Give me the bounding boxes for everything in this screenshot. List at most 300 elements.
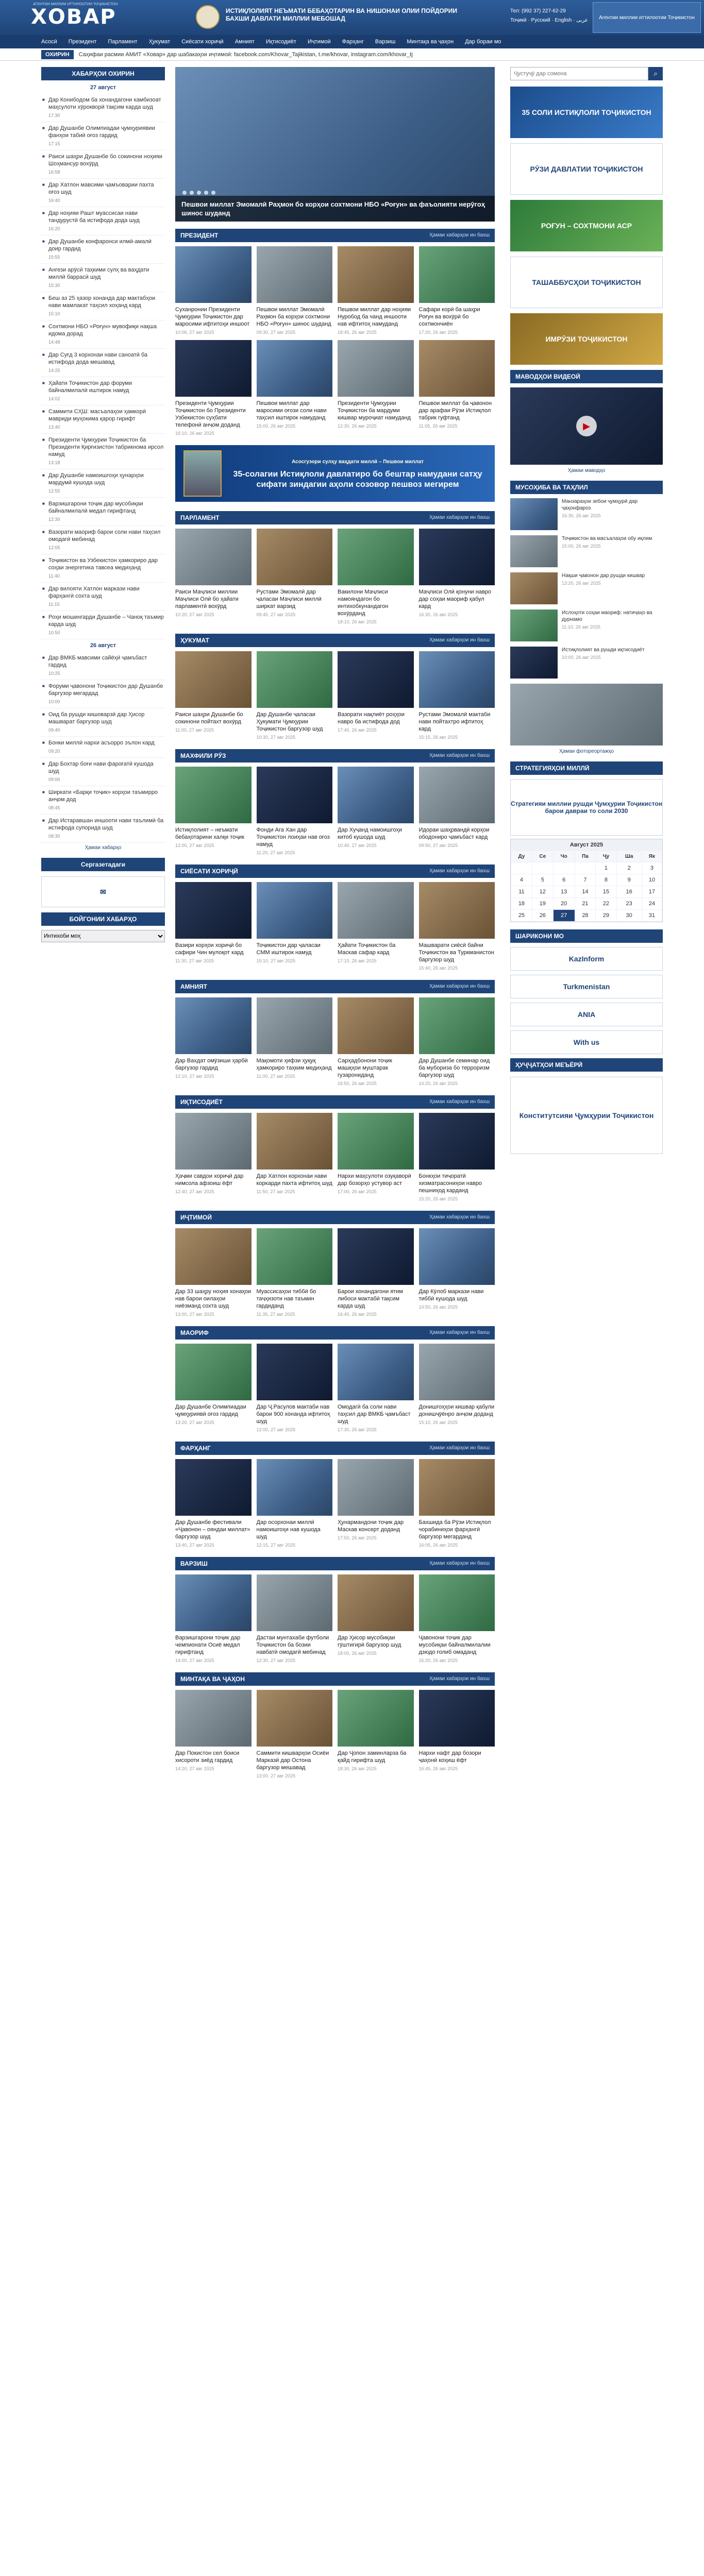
news-card[interactable] — [338, 1113, 414, 1201]
section-more-link[interactable]: Ҳамаи хабарҳои ин бахш — [429, 753, 490, 758]
news-card-title[interactable]: Дар Ҷопон заминларза ба қайд гирифта шуд — [338, 1750, 407, 1764]
nav-item[interactable]: Парламент — [108, 39, 138, 45]
news-thumbnail[interactable] — [175, 1690, 252, 1747]
section-more-link[interactable]: Ҳамаи хабарҳои ин бахш — [429, 515, 490, 520]
section-title-text[interactable]: МАХФИЛИ РӮЗ — [180, 752, 226, 759]
news-title[interactable]: Саммити СҲШ: масъалаҳои ҳамкорӣ мавриди муҳокима қарор гирифт — [48, 409, 146, 422]
news-thumbnail[interactable] — [175, 1344, 252, 1400]
news-card[interactable] — [419, 340, 495, 436]
news-thumbnail[interactable] — [419, 1228, 495, 1285]
news-item[interactable] — [41, 708, 165, 737]
news-thumbnail[interactable] — [419, 246, 495, 303]
news-card-title[interactable]: Омодагӣ ба соли нави таҳсил дар ВМКБ ҷамъбаст шуд — [338, 1404, 411, 1425]
interview-item[interactable] — [510, 572, 663, 604]
calendar-day[interactable]: 17 — [642, 886, 662, 898]
news-card[interactable] — [257, 529, 333, 624]
news-title[interactable]: Роҳи мошингарди Душанбе – Чаноқ таъмир карда шуд — [48, 614, 164, 628]
news-card-title[interactable]: Саммити кишварҳои Осиёи Марказӣ дар Остона баргузор мешавад — [256, 1750, 329, 1771]
news-item[interactable] — [41, 292, 165, 320]
news-thumbnail[interactable] — [175, 997, 252, 1054]
news-card-title[interactable]: Вакилони Маҷлиси намояндагон бо интихобкунандагон вохӯрданд — [338, 589, 389, 617]
news-thumbnail[interactable] — [338, 1113, 414, 1170]
nav-item[interactable]: Сиёсати хориҷӣ — [181, 39, 224, 45]
section-more-link[interactable]: Ҳамаи хабарҳои ин бахш — [429, 1676, 490, 1682]
main-slider[interactable] — [175, 67, 495, 222]
news-thumbnail[interactable] — [338, 882, 414, 939]
news-card[interactable] — [419, 882, 495, 971]
news-thumbnail[interactable] — [175, 651, 252, 708]
news-thumbnail[interactable] — [338, 1574, 414, 1631]
news-title[interactable]: Дар Конибодом ба хонандагони камбизоат маҳсулоти хӯрокворӣ тақсим карда шуд — [48, 97, 161, 110]
news-title[interactable]: Дар Истаравшан иншооти нави таълимӣ ба истифода супорида шуд — [48, 818, 164, 831]
calendar-day[interactable]: 19 — [532, 898, 553, 910]
news-card-title[interactable]: Вазорати нақлиёт роҳҳои навро ба истифода дод — [338, 711, 405, 725]
news-card-title[interactable]: Идораи шаҳрвандӣ корҳои ободониро ҷамъбаст кард — [418, 827, 490, 840]
section-title-text[interactable]: ФАРҲАНГ — [180, 1445, 211, 1452]
section-title-text[interactable]: АМНИЯТ — [180, 983, 207, 990]
nav-item[interactable]: Фарҳанг — [342, 39, 364, 45]
section-more-link[interactable]: Ҳамаи хабарҳои ин бахш — [429, 1214, 490, 1220]
news-thumbnail[interactable] — [175, 1459, 252, 1516]
interview-title[interactable]: Нақши ҷавонон дар рушди кишвар — [562, 573, 645, 579]
calendar-day[interactable]: 7 — [575, 874, 596, 886]
news-item[interactable] — [41, 405, 165, 434]
news-item[interactable] — [41, 526, 165, 554]
calendar-day[interactable]: 20 — [553, 898, 575, 910]
news-card-title[interactable]: Раиси Маҷлиси миллии Маҷлиси Олӣ бо ҳайати парламентӣ вохӯрд — [175, 589, 239, 609]
calendar-day[interactable]: 25 — [511, 910, 532, 922]
news-title[interactable]: Ширкати «Барқи тоҷик» корҳои таъмирро анҷом дод — [48, 789, 158, 803]
news-card-title[interactable]: Ҳайати Тоҷикистон ба Маскав сафар кард — [338, 942, 396, 956]
news-thumbnail[interactable] — [419, 651, 495, 708]
calendar-day[interactable]: 28 — [575, 910, 596, 922]
calendar-day[interactable]: 31 — [642, 910, 662, 922]
news-card[interactable] — [175, 1344, 252, 1432]
all-videos-link[interactable]: Ҳамаи маводҳо — [567, 468, 606, 473]
news-card[interactable] — [175, 997, 252, 1086]
section-title-text[interactable]: ИҶТИМОӢ — [180, 1214, 212, 1221]
news-title[interactable]: Раиси шаҳри Душанбе бо сокинони ноҳияи Шоҳмансур вохӯрд — [48, 154, 162, 167]
news-card-title[interactable]: Вазири корҳои хориҷӣ бо сафири Чин мулоқот кард — [175, 942, 244, 956]
news-card-title[interactable]: Донишгоҳҳои кишвар қабули донишҷӯёнро анҷом доданд — [418, 1404, 495, 1417]
calendar-day[interactable]: 1 — [596, 862, 616, 874]
nav-item[interactable]: Асосӣ — [41, 39, 57, 45]
partner-logo[interactable]: KazInform — [510, 947, 663, 971]
news-thumbnail[interactable] — [419, 529, 495, 585]
right-banner-5[interactable]: ИМРӮЗИ ТОҶИКИСТОН — [510, 313, 663, 365]
news-item[interactable] — [41, 94, 165, 122]
news-item[interactable] — [41, 758, 165, 786]
news-card-title[interactable]: Сафари корӣ ба шаҳри Роғун ва вохӯрӣ бо сохтмончиён — [418, 307, 480, 327]
photo-report[interactable] — [510, 684, 663, 745]
all-photos-link[interactable]: Ҳамаи фотореортажҳо — [559, 749, 614, 754]
news-card-title[interactable]: Варзишгарони тоҷик дар чемпионати Осиё медал гирифтанд — [175, 1635, 241, 1655]
news-card-title[interactable]: Бонкҳои тиҷоратӣ хизматрасониҳои навро пешниҳод карданд — [418, 1173, 482, 1194]
play-icon[interactable]: ▶ — [576, 416, 597, 436]
news-thumbnail[interactable] — [338, 1459, 414, 1516]
news-title[interactable]: Беш аз 25 ҳазор хонанда дар мактабҳои нави мамлакат таҳсил хоҳанд кард — [48, 295, 156, 309]
language-switcher[interactable]: Тоҷикӣ · Русский · English · عربی — [510, 18, 588, 23]
news-thumbnail[interactable] — [257, 1459, 333, 1516]
news-card[interactable] — [257, 1690, 333, 1778]
news-card[interactable] — [338, 246, 414, 335]
news-thumbnail[interactable] — [257, 1344, 333, 1400]
interview-title[interactable]: Манзараҳои зебои ҷумҳурӣ дар ҷаҳонфароз — [562, 499, 638, 511]
calendar-day[interactable]: 4 — [511, 874, 532, 886]
interview-title[interactable]: Ислоҳоти соҳаи маориф: натиҷаҳо ва дурнамо — [562, 610, 652, 622]
news-card[interactable] — [338, 340, 414, 436]
news-thumbnail[interactable] — [257, 1228, 333, 1285]
section-more-link[interactable]: Ҳамаи хабарҳои ин бахш — [429, 232, 490, 238]
search-icon[interactable]: ⌕ — [648, 67, 663, 80]
section-title-text[interactable]: ИҚТИСОДИЁТ — [180, 1098, 223, 1106]
calendar-day[interactable]: 15 — [596, 886, 616, 898]
right-banner-3[interactable]: РОҒУН – СОХТМОНИ АСР — [510, 200, 663, 251]
interview-item[interactable] — [510, 498, 663, 530]
news-item[interactable] — [41, 434, 165, 469]
news-card[interactable] — [419, 1344, 495, 1432]
news-card-title[interactable]: Дар Хатлон корхонаи нави коркарди пахта ифтитоҳ шуд — [256, 1173, 332, 1187]
news-item[interactable] — [41, 349, 165, 377]
nav-item[interactable]: Ҳукумат — [148, 39, 171, 45]
news-item[interactable] — [41, 786, 165, 815]
news-thumbnail[interactable] — [338, 651, 414, 708]
calendar-day[interactable]: 29 — [596, 910, 616, 922]
calendar-day[interactable]: 10 — [642, 874, 662, 886]
news-card-title[interactable]: Дар Вахдат омӯзиши ҳарбӣ баргузор гардид — [175, 1058, 248, 1071]
news-card[interactable] — [419, 1113, 495, 1201]
news-card-title[interactable]: Машварати сиёсӣ байни Тоҷикистон ва Туркманистон баргузор шуд — [418, 942, 494, 963]
news-title[interactable]: Варзишгарони тоҷик дар мусобиқаи байналмилалӣ медал гирифтанд — [48, 501, 143, 514]
section-title-text[interactable]: ПРЕЗИДЕНТ — [180, 232, 219, 239]
news-item[interactable] — [41, 264, 165, 292]
right-banner-1[interactable]: 35 СОЛИ ИСТИҚЛОЛИ ТОҶИКИСТОН — [510, 87, 663, 138]
news-card[interactable] — [338, 997, 414, 1086]
news-card-title[interactable]: Раиси шаҳри Душанбе бо сокинони пойтахт вохӯрд — [175, 711, 243, 725]
news-thumbnail[interactable] — [257, 882, 333, 939]
news-card[interactable] — [175, 767, 252, 855]
subscribe-box[interactable]: ✉ — [41, 876, 165, 907]
news-thumbnail[interactable] — [338, 1344, 414, 1400]
news-title[interactable]: Бонки миллӣ нархи асъорро эълон кард — [48, 740, 155, 746]
news-card[interactable] — [338, 1459, 414, 1548]
news-card-title[interactable]: Сарҳадбонони тоҷик машқҳои муштарак гузарониданд — [338, 1058, 392, 1078]
calendar-day[interactable] — [532, 862, 553, 874]
news-card[interactable] — [257, 767, 333, 855]
calendar-day[interactable]: 18 — [511, 898, 532, 910]
interview-thumbnail[interactable] — [510, 498, 558, 530]
news-item[interactable] — [41, 611, 165, 639]
calendar-day[interactable]: 6 — [553, 874, 575, 886]
news-card[interactable] — [257, 1113, 333, 1201]
news-card-title[interactable]: Дар Кӯлоб маркази нави тиббӣ кушода шуд — [418, 1289, 484, 1302]
news-card[interactable] — [175, 1113, 252, 1201]
news-card[interactable] — [257, 651, 333, 740]
news-card-title[interactable]: Бахшида ба Рӯзи Истиқлол чорабиниҳои фарҳангӣ баргузор мегарданд — [418, 1519, 491, 1540]
interview-thumbnail[interactable] — [510, 609, 558, 641]
news-card[interactable] — [175, 340, 252, 436]
news-item[interactable] — [41, 652, 165, 680]
news-card[interactable] — [338, 529, 414, 624]
news-card-title[interactable]: Нархи маҳсулоти озуқаворӣ дар бозорҳо устувор аст — [338, 1173, 411, 1187]
news-title[interactable]: Вазорати маориф барои соли нави таҳсил омодагӣ мебинад — [48, 529, 161, 543]
calendar-day[interactable] — [575, 862, 596, 874]
news-card[interactable] — [419, 246, 495, 335]
section-title-text[interactable]: МИНТАҚА ВА ҶАҲОН — [180, 1675, 245, 1683]
news-item[interactable] — [41, 207, 165, 235]
calendar-day[interactable]: 22 — [596, 898, 616, 910]
news-thumbnail[interactable] — [338, 1690, 414, 1747]
calendar-day[interactable]: 23 — [616, 898, 642, 910]
partner-logo[interactable]: Turkmenistan — [510, 975, 663, 998]
news-card-title[interactable]: Пешвои миллат дар ноҳияи Нуробод ба чанд иншооти нав ифтитоҳ намуданд — [338, 307, 411, 327]
news-thumbnail[interactable] — [257, 997, 333, 1054]
news-card-title[interactable]: Ҳаҷми савдои хориҷӣ дар нимсола афзоиш ёфт — [175, 1173, 244, 1187]
interview-title[interactable]: Тоҷикистон ва масъалаҳои обу иқлим — [562, 536, 652, 541]
news-thumbnail[interactable] — [257, 651, 333, 708]
anniversary-banner[interactable] — [175, 445, 495, 502]
news-item[interactable] — [41, 179, 165, 207]
calendar-month[interactable]: Август 2025 — [511, 839, 662, 851]
news-thumbnail[interactable] — [175, 1113, 252, 1170]
news-thumbnail[interactable] — [419, 997, 495, 1054]
news-card-title[interactable]: Дар Душанбе семинар оид ба мубориза бо терроризм баргузор шуд — [418, 1058, 490, 1078]
news-card-title[interactable]: Дастаи мунтахаби футболи Тоҷикистон ба бозии навбатӣ омодагӣ мебинад — [256, 1635, 329, 1655]
section-title-text[interactable]: ПАРЛАМЕНТ — [180, 514, 220, 521]
news-card[interactable] — [419, 651, 495, 740]
calendar-day[interactable]: 11 — [511, 886, 532, 898]
news-card-title[interactable]: Муассисаҳои тиббӣ бо таҷҳизоти нав таъмин гардиданд — [256, 1289, 316, 1309]
news-card[interactable] — [338, 1574, 414, 1663]
section-more-link[interactable]: Ҳамаи хабарҳои ин бахш — [429, 1561, 490, 1566]
news-card-title[interactable]: Мақомоти ҳифзи ҳуқуқ ҳамкориро таҳким медиҳанд — [256, 1058, 332, 1071]
news-thumbnail[interactable] — [338, 1228, 414, 1285]
news-card[interactable] — [257, 1574, 333, 1663]
news-card[interactable] — [338, 1344, 414, 1432]
news-card-title[interactable]: Суханронии Президенти Ҷумҳурии Тоҷикистон дар маросими ифтитоҳи иншоот — [175, 307, 250, 327]
news-card-title[interactable]: Президенти Ҷумҳурии Тоҷикистон ба мардуми кишвар муроҷиат намуданд — [338, 400, 411, 421]
interview-title[interactable]: Истиқлолият ва рушди иқтисодиёт — [562, 647, 645, 653]
news-title[interactable]: Дар Хатлон мавсими ҷамъоварии пахта оғоз шуд — [48, 182, 154, 195]
news-card-title[interactable]: Дар Ҳисор мусобиқаи гӯштигирӣ баргузор шуд — [338, 1635, 401, 1648]
all-news-link[interactable]: Ҳамаи хабарҳо — [85, 845, 122, 851]
right-banner-4[interactable]: ТАШАББУСҲОИ ТОҶИКИСТОН — [510, 257, 663, 308]
news-card-title[interactable]: Дар Ҷ.Расулов мактаби нав барои 900 хонанда ифтитоҳ шуд — [256, 1404, 330, 1425]
news-item[interactable] — [41, 583, 165, 611]
news-title[interactable]: Дар Душанбе Олимпиадаи ҷумҳуриявии фанҳои табиӣ оғоз гардид — [48, 125, 155, 139]
news-card-title[interactable]: Тоҷикистон дар ҷаласаи СММ иштирок намуд — [256, 942, 321, 956]
news-thumbnail[interactable] — [419, 340, 495, 397]
archive-select[interactable] — [41, 930, 165, 942]
nav-item[interactable]: Иқтисодиёт — [265, 39, 296, 45]
interview-thumbnail[interactable] — [510, 647, 558, 679]
news-thumbnail[interactable] — [419, 882, 495, 939]
news-title[interactable]: Тоҷикистон ва Узбекистон ҳамкориро дар соҳаи энергетика тавсеа медиҳанд — [48, 557, 158, 571]
partner-logo[interactable]: ANIA — [510, 1003, 663, 1026]
news-card[interactable] — [419, 1690, 495, 1778]
news-title[interactable]: Дар ноҳияи Рашт муассисаи нави тандурустӣ ба истифода дода шуд — [48, 210, 140, 224]
news-thumbnail[interactable] — [257, 529, 333, 585]
news-card[interactable] — [175, 651, 252, 740]
news-card-title[interactable]: Дар Покистон сел боиси хисороти зиёд гардид — [175, 1750, 240, 1764]
news-thumbnail[interactable] — [175, 246, 252, 303]
news-thumbnail[interactable] — [175, 767, 252, 823]
news-thumbnail[interactable] — [175, 1228, 252, 1285]
news-item[interactable] — [41, 815, 165, 843]
section-more-link[interactable]: Ҳамаи хабарҳои ин бахш — [429, 984, 490, 989]
documents-box[interactable]: Конститутсияи Ҷумҳурии Тоҷикистон — [510, 1077, 663, 1154]
news-thumbnail[interactable] — [338, 529, 414, 585]
interview-item[interactable] — [510, 609, 663, 641]
news-item[interactable] — [41, 320, 165, 349]
calendar-day[interactable]: 27 — [553, 910, 575, 922]
news-card-title[interactable]: Дар 33 шаҳру ноҳия хонаҳои нав барои оилаҳои ниёзманд сохта шуд — [175, 1289, 252, 1309]
news-thumbnail[interactable] — [257, 1574, 333, 1631]
strategy-box[interactable]: Стратегияи миллии рушди Ҷумҳурии Тоҷикистон барои давраи то соли 2030 — [510, 779, 663, 836]
calendar-day[interactable]: 26 — [532, 910, 553, 922]
news-card-title[interactable]: Дар Душанбе фестивали «Ҷавонон – ояндаи миллат» баргузор шуд — [175, 1519, 250, 1540]
section-more-link[interactable]: Ҳамаи хабарҳои ин бахш — [429, 637, 490, 643]
interview-item[interactable] — [510, 647, 663, 679]
news-title[interactable]: Форуми ҷавонони Тоҷикистон дар Душанбе баргузор мегардад — [48, 683, 163, 697]
news-card-title[interactable]: Ҷавонони тоҷик дар мусобиқаи байналмилалии дзюдо ғолиб омаданд — [418, 1635, 491, 1655]
news-thumbnail[interactable] — [338, 246, 414, 303]
section-more-link[interactable]: Ҳамаи хабарҳои ин бахш — [429, 868, 490, 874]
news-card[interactable] — [338, 767, 414, 855]
news-item[interactable] — [41, 469, 165, 498]
section-more-link[interactable]: Ҳамаи хабарҳои ин бахш — [429, 1099, 490, 1105]
news-title[interactable]: Ҳайати Тоҷикистон дар форуми байналмилалӣ иштирок намуд — [48, 380, 132, 394]
news-card-title[interactable]: Дар осорхонаи миллӣ намоишгоҳи нав кушода шуд — [256, 1519, 321, 1540]
news-item[interactable] — [41, 680, 165, 708]
nav-item[interactable]: Минтақа ва ҷаҳон — [407, 39, 454, 45]
calendar-day[interactable]: 5 — [532, 874, 553, 886]
news-title[interactable]: Дар Бохтар боғи нави фароғатӣ кушода шуд — [48, 761, 154, 774]
news-card-title[interactable]: Маҷлиси Олӣ қонуни навро дар соҳаи маориф қабул кард — [418, 589, 492, 609]
slider-caption[interactable]: Пешвои миллат Эмомалӣ Раҳмон бо корҳои сохтмони НБО «Роғун» ва фаъолияти нерӯгоҳ шинос шуданд — [175, 196, 495, 222]
calendar-day[interactable]: 13 — [553, 886, 575, 898]
ticker-text[interactable]: Саҳифаи расмии АМИТ «Ховар» дар шабакаҳои иҷтимоӣ: facebook.com/Khovar_Tajikistan, t.me/khovar, instagram.com/khovar_tj — [78, 51, 413, 58]
calendar-day[interactable]: 14 — [575, 886, 596, 898]
news-card[interactable] — [257, 340, 333, 436]
news-title[interactable]: Дар вилояти Хатлон маркази нави фарҳангӣ сохта шуд — [48, 586, 140, 599]
news-item[interactable] — [41, 377, 165, 405]
video-player[interactable] — [510, 387, 663, 465]
news-thumbnail[interactable] — [419, 1690, 495, 1747]
calendar-day[interactable]: 3 — [642, 862, 662, 874]
news-card[interactable] — [338, 1228, 414, 1317]
news-card[interactable] — [419, 997, 495, 1086]
slider-dots[interactable] — [182, 191, 215, 195]
right-banner-2[interactable]: РӮЗИ ДАВЛАТИИ ТОҶИКИСТОН — [510, 143, 663, 195]
calendar-day[interactable]: 12 — [532, 886, 553, 898]
news-card[interactable] — [257, 246, 333, 335]
news-title[interactable]: Сохтмони НБО «Роғун» мувофиқи нақша идома дорад — [48, 324, 157, 337]
news-item[interactable] — [41, 554, 165, 583]
news-item[interactable] — [41, 498, 165, 526]
news-card-title[interactable]: Рустами Эмомалӣ дар ҷаласаи Маҷлиси миллӣ ширкат варзид — [256, 589, 322, 609]
news-thumbnail[interactable] — [175, 529, 252, 585]
news-thumbnail[interactable] — [419, 767, 495, 823]
nav-item[interactable]: Дар бораи мо — [465, 39, 501, 45]
partner-logo[interactable]: With us — [510, 1030, 663, 1054]
news-thumbnail[interactable] — [257, 246, 333, 303]
news-thumbnail[interactable] — [257, 340, 333, 397]
news-thumbnail[interactable] — [257, 1690, 333, 1747]
news-thumbnail[interactable] — [338, 997, 414, 1054]
nav-item[interactable]: Иҷтимоӣ — [307, 39, 331, 45]
nav-item[interactable]: Амният — [234, 39, 255, 45]
news-card[interactable] — [257, 1459, 333, 1548]
news-thumbnail[interactable] — [419, 1113, 495, 1170]
nav-item[interactable]: Варзиш — [375, 39, 396, 45]
news-title[interactable]: Дар Суғд 3 корхонаи нави саноатӣ ба истифода дода мешавад — [48, 352, 148, 365]
news-card[interactable] — [257, 1228, 333, 1317]
section-more-link[interactable]: Ҳамаи хабарҳои ин бахш — [429, 1445, 490, 1451]
news-card[interactable] — [419, 1459, 495, 1548]
nav-item[interactable]: Президент — [68, 39, 97, 45]
news-title[interactable]: Дар Душанбе конфаронси илмӣ-амалӣ доир гардид — [48, 239, 152, 252]
news-card[interactable] — [338, 1690, 414, 1778]
news-title[interactable]: Дар Душанбе намоишгоҳи ҳунарҳои мардумӣ кушода шуд — [48, 472, 144, 486]
news-card[interactable] — [338, 651, 414, 740]
news-item[interactable] — [41, 122, 165, 150]
news-title[interactable]: Дар ВМКБ мавсими сайёҳӣ ҷамъбаст гардид — [48, 655, 147, 668]
news-thumbnail[interactable] — [175, 882, 252, 939]
news-card-title[interactable]: Истиқлолият – неъмати бебаҳотарини халқи тоҷик — [175, 827, 244, 840]
interview-item[interactable] — [510, 535, 663, 567]
site-logo[interactable]: ХОВАР — [31, 5, 116, 29]
section-title-text[interactable]: ВАРЗИШ — [180, 1560, 208, 1567]
news-card[interactable] — [175, 1690, 252, 1778]
news-thumbnail[interactable] — [257, 1113, 333, 1170]
header-banner[interactable]: Агентии миллии иттилоотии Тоҷикистон — [593, 2, 701, 33]
news-thumbnail[interactable] — [338, 340, 414, 397]
news-card-title[interactable]: Рустами Эмомалӣ мактаби нави пойтахтро ифтитоҳ кард — [418, 711, 491, 732]
news-card-title[interactable]: Барои хонандагони ятим либоси мактабӣ тақсим карда шуд — [338, 1289, 403, 1309]
interview-thumbnail[interactable] — [510, 572, 558, 604]
calendar-day[interactable]: 30 — [616, 910, 642, 922]
news-thumbnail[interactable] — [338, 767, 414, 823]
section-title-text[interactable]: ҲУКУМАТ — [180, 637, 209, 644]
calendar-day[interactable]: 21 — [575, 898, 596, 910]
news-title[interactable]: Президенти Ҷумҳурии Тоҷикистон ба Президенти Қирғизистон табрикнома ирсол намуд — [48, 437, 164, 457]
search-input[interactable] — [510, 67, 648, 80]
news-card-title[interactable]: Пешвои миллат ба ҷавонон дар арафаи Рӯзи Истиқлол табрик гуфтанд — [418, 400, 492, 421]
news-card-title[interactable]: Пешвои миллат Эмомалӣ Раҳмон ба корҳои сохтмони НБО «Роғун» шинос шуданд — [256, 307, 331, 327]
news-card-title[interactable]: Нархи нафт дар бозори ҷаҳонӣ коҳиш ёфт — [418, 1750, 481, 1764]
news-thumbnail[interactable] — [257, 767, 333, 823]
calendar-day[interactable]: 24 — [642, 898, 662, 910]
news-thumbnail[interactable] — [175, 1574, 252, 1631]
news-card[interactable] — [175, 1228, 252, 1317]
news-card[interactable] — [175, 1459, 252, 1548]
news-card[interactable] — [257, 882, 333, 971]
section-title-text[interactable]: СИЁСАТИ ХОРИҶӢ — [180, 868, 238, 875]
news-card[interactable] — [419, 1574, 495, 1663]
calendar-day[interactable]: 2 — [616, 862, 642, 874]
calendar-day[interactable] — [511, 862, 532, 874]
interview-thumbnail[interactable] — [510, 535, 558, 567]
calendar-day[interactable]: 9 — [616, 874, 642, 886]
news-card[interactable] — [419, 529, 495, 624]
news-title[interactable]: Оид ба рушди кишоварзӣ дар Ҳисор машварат баргузор шуд — [48, 711, 145, 725]
news-card[interactable] — [175, 246, 252, 335]
news-card-title[interactable]: Президенти Ҷумҳурии Тоҷикистон бо Президенти Узбекистон суҳбати телефонӣ анҷом доданд — [175, 400, 246, 428]
news-card-title[interactable]: Фонди Ага Хан дар Тоҷикистон лоиҳаи нав оғоз намуд — [256, 827, 330, 848]
calendar-day[interactable]: 16 — [616, 886, 642, 898]
calendar-day[interactable] — [553, 862, 575, 874]
